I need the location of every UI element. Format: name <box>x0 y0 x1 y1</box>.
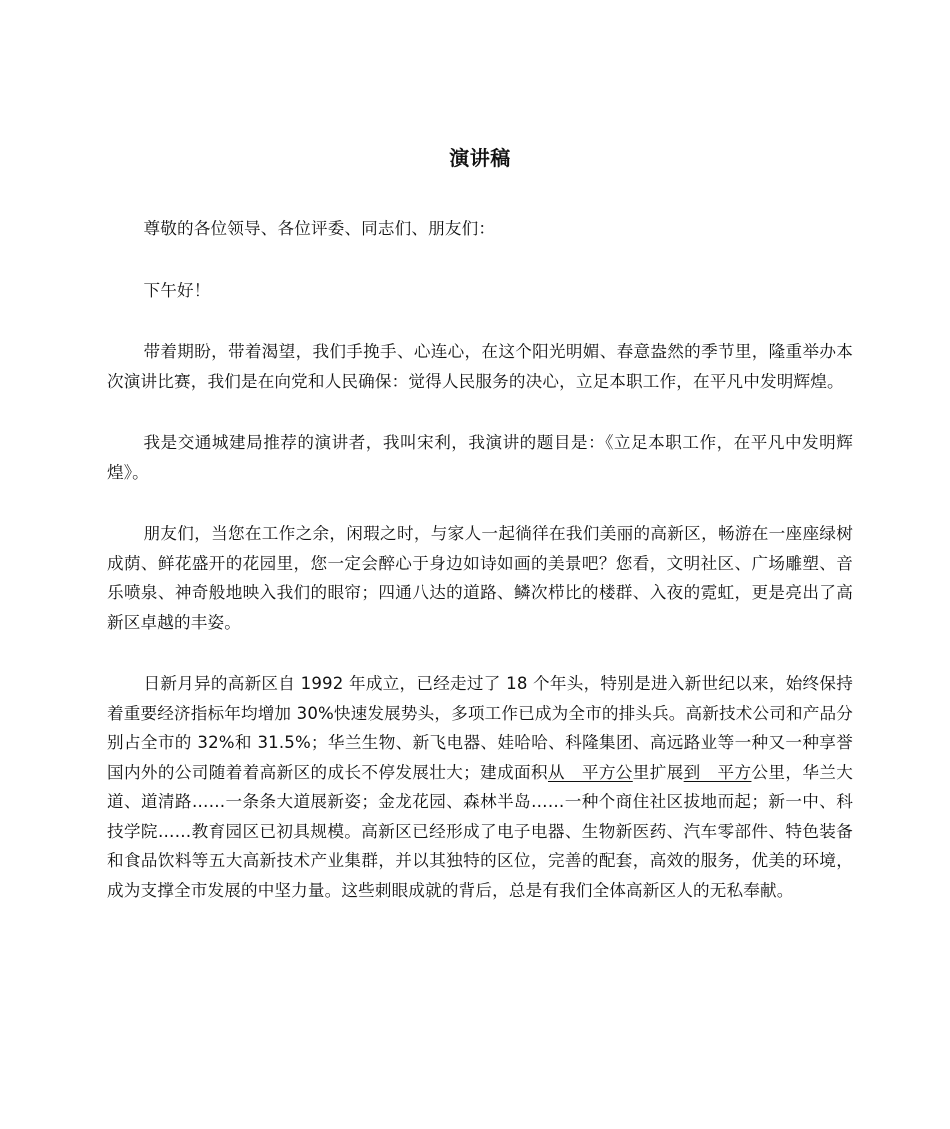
development-text-part-3: 公里，华兰大道、道清路……一条条大道展新姿；金龙花园、森林半岛……一种个商住社区拔地而起；新一中、科技学院……教育园区已初具规模。高新区已经形成了电子电器、生物新医药、汽车零部件、特色装备和食品饮料等五大高新技术产业集群，并以其独特的区位，完善的配套，高效的服务，优美的环境，成为支撑全市发展的中坚力量。这些刺眼成就的背后，总是有我们全体高新区人的无私奉献。 <box>107 762 854 900</box>
greeting-paragraph: 尊敬的各位领导、各位评委、同志们、朋友们： <box>143 219 496 238</box>
scenery-paragraph: 朋友们，当您在工作之余，闲瑕之时，与家人一起徜徉在我们美丽的高新区，畅游在一座座绿树成荫、鲜花盛开的花园里，您一定会醉心于身边如诗如画的美景吧？您看，文明社区、广场雕塑、音乐喷泉、神奇般地映入我们的眼帘；四通八达的道路、鳞次栉比的楼群、入夜的霓虹，更是亮出了高新区卓越的丰姿。 <box>107 524 853 632</box>
document-page <box>107 140 853 937</box>
underlined-blank-to: 到 平方 <box>683 762 752 782</box>
document-title: 演讲稿 <box>449 146 511 170</box>
development-paragraph <box>107 669 853 905</box>
underlined-blank-from: 从 平方公 <box>547 762 633 782</box>
salutation-paragraph: 下午好！ <box>143 280 211 300</box>
development-text-part-1: 日新月异的高新区自 1992 年成立，已经走过了 18 个年头，特别是进入新世纪以来，始终保持着重要经济指标年均增加 30%快速发展势头，多项工作已成为全市的排头兵。高新技术公司和产品分别占全市的 32%和 31.5%；华兰生物、新飞电器、娃哈哈、科隆集团、高远路业等一种又一种享誉国内外的公司随着着高新区的成长不停发展壮大；建成面积 <box>107 674 853 782</box>
speaker-intro-paragraph: 我是交通城建局推荐的演讲者，我叫宋利，我演讲的题目是：《立足本职工作，在平凡中发明辉煌》。 <box>107 433 853 482</box>
opening-paragraph: 带着期盼，带着渴望，我们手挽手、心连心，在这个阳光明媚、春意盎然的季节里，隆重举办本次演讲比赛，我们是在向党和人民确保：觉得人民服务的决心，立足本职工作，在平凡中发明辉煌。 <box>107 342 853 391</box>
development-text-part-2: 里扩展 <box>632 762 684 782</box>
